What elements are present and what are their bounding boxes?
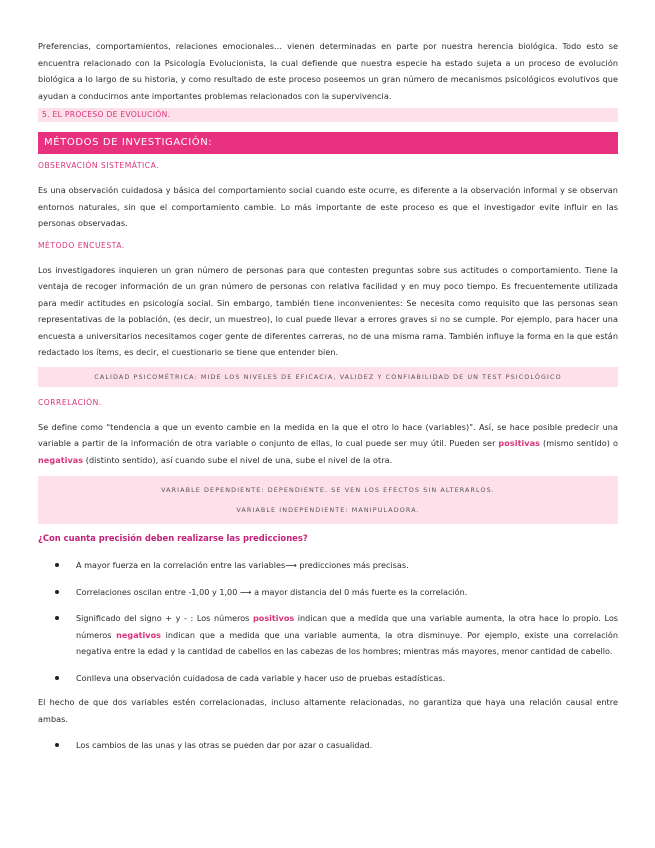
variables-note-box (38, 476, 618, 524)
list-item (38, 557, 618, 574)
variable-dependiente-note: VARIABLE DEPENDIENTE: DEPENDIENTE. SE VEN LOS EFECTOS SIN ALTERARLOS. (161, 486, 495, 494)
variable-independiente-note: VARIABLE INDEPENDIENTE: MANIPULADORA. (236, 506, 420, 514)
list-item (38, 610, 618, 660)
correlacion-text-mid: (mismo sentido) o (540, 438, 618, 448)
bullet-text: A mayor fuerza en la correlación entre las variables⟶ predicciones más precisas. (76, 560, 409, 570)
bullet-text-a: Significado del signo + y - : Los números (76, 613, 253, 623)
observacion-title: OBSERVACIÓN SISTEMÁTICA. (38, 161, 160, 170)
encuesta-title: MÉTODO ENCUESTA. (38, 240, 125, 250)
correlacion-paragraph (38, 419, 618, 469)
observacion-paragraph: Es una observación cuidadosa y básica del comportamiento social cuando este ocurre, es diferente a la observación informal y se observan entornos naturales, sin que el comportamiento cambie. Lo más importante de este proceso es que el investigador evite influir en las personas observadas. (38, 185, 618, 228)
list-item (38, 584, 618, 601)
bullet-text: Correlaciones oscilan entre -1,00 y 1,00 ⟶ a mayor distancia del 0 más fuerte es la correlación. (76, 586, 468, 597)
bullet-icon (55, 590, 59, 594)
list-item (38, 737, 618, 754)
closing-paragraph: El hecho de que dos variables estén correlacionadas, incluso altamente relacionadas, no garantiza que haya una relación causal entre ambas. (38, 697, 618, 724)
encuesta-paragraph: Los investigadores inquieren un gran número de personas para que contesten preguntas sobre sus actitudes o comportamiento. Tiene la ventaja de recoger información de un gran número de personas con relativa facilidad y en muy poco tiempo. Es frecuentemente utilizada para medir actitudes en psicología social. Sin embargo, también tiene inconvenientes: Se necesita como requisito que las personas sean representativas de la población, (es decir, un muestreo), lo cual puede llevar a errores graves si no se cumple. Por ejemplo, para hacer una encuesta a universitarios necesitamos coger gente de diferentes carreras, no de una misma rama. También influye la forma en la que están redactado los ítems, es decir, el cuestionario se tiene que entender bien. (38, 264, 618, 357)
main-heading: MÉTODOS DE INVESTIGACIÓN: (38, 132, 618, 154)
section-label-bar: 5. EL PROCESO DE EVOLUCIÓN. (38, 108, 618, 122)
bullet-text-b: indican que a medida que una variable aumenta, la otra hace lo propio. Los números (76, 613, 618, 640)
bullet-icon (55, 676, 59, 680)
negativos-highlight: negativos (116, 629, 161, 640)
bullet-text-c: indican que a medida que una variable aumenta, la otra disminuye. Por ejemplo, existe una correlación negativa entre la edad y la cantidad de cabellos en las cabezas de los hombres; mientras más mayores, menor cantidad de cabello. (76, 629, 619, 656)
bullet-icon (55, 616, 59, 620)
prediction-bullet-list (38, 557, 618, 686)
calidad-note-bar: CALIDAD PSICOMÉTRICA: MIDE LOS NIVELES DE EFICACIA, VALIDEZ Y CONFIABILIDAD DE UN TEST PSICOLÓGICO (38, 367, 618, 387)
bullet-text: Los cambios de las unas y las otras se pueden dar por azar o casualidad. (76, 740, 373, 750)
correlacion-text-after: (distinto sentido), así cuando sube el nivel de una, sube el nivel de la otra. (83, 454, 393, 465)
intro-paragraph: Preferencias, comportamientos, relaciones emocionales… vienen determinadas en parte por nuestra herencia biológica. Todo esto se encuentra relacionado con la Psicología Evolucionista, la cual defiende que nuestra especie ha estado sujeta a un proceso de evolución biológica a lo largo de su historia, y como resultado de este proceso poseemos un gran número de mecanismos psicológicos evolutivos que ayudan a conducirnos ante importantes problemas relacionados con la supervivencia. (38, 41, 618, 101)
precision-question: ¿Con cuanta precisión deben realizarse las predicciones? (38, 533, 308, 543)
bullet-icon (55, 743, 59, 747)
list-item (38, 670, 618, 687)
correlacion-title: CORRELACIÓN. (38, 397, 102, 407)
positivas-highlight: positivas (498, 438, 541, 448)
correlacion-text-before: Se define como "tendencia a que un evento cambie en la medida en la que el otro lo hace (variables)". Así, se hace posible predecir una variable a partir de la información de otra variable o conjunto de ellas, lo cual puede ser muy útil. Pueden ser (38, 421, 618, 448)
positivos-highlight: positivos (252, 613, 295, 623)
bullet-text: Conlleva una observación cuidadosa de cada variable y hacer uso de pruebas estadísticas. (76, 672, 446, 683)
document-page (38, 38, 618, 754)
negativas-highlight: negativas (38, 454, 84, 465)
bullet-icon (55, 563, 59, 567)
closing-bullet-list (38, 737, 618, 754)
